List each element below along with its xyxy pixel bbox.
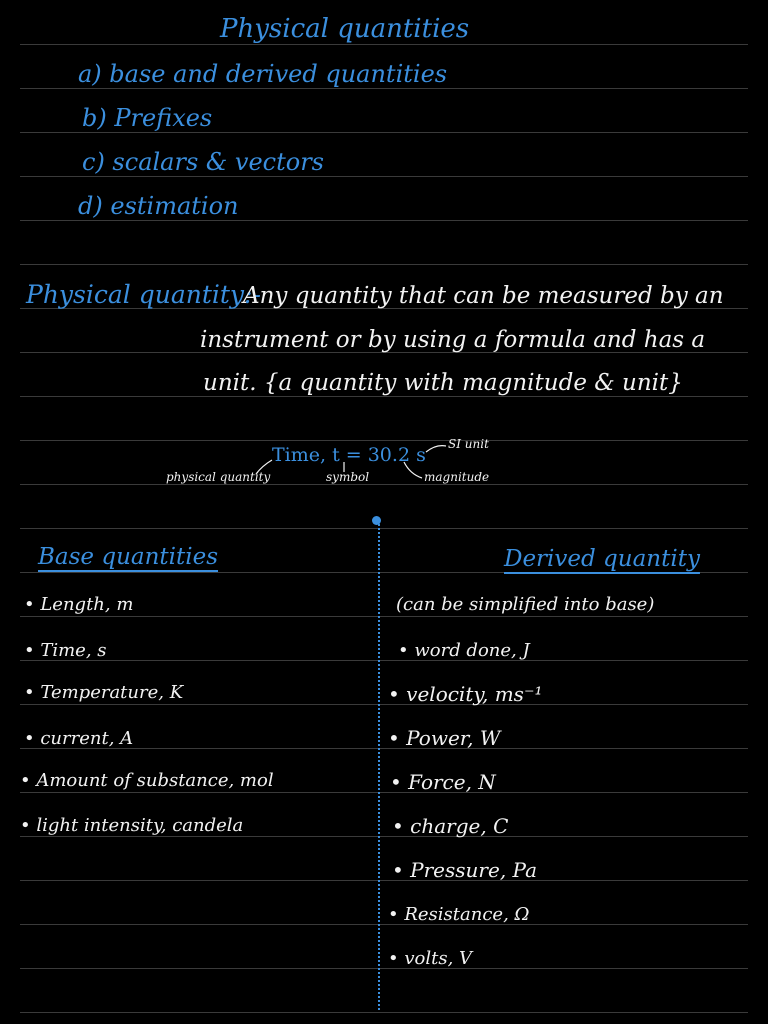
symbol-label: symbol xyxy=(326,470,370,484)
definition-line: Any quantity that can be measured by an xyxy=(243,283,724,309)
arrow-to-physical-quantity xyxy=(256,460,272,474)
column-divider xyxy=(378,520,380,1010)
example-equation: Time, t = 30.2 s xyxy=(272,444,426,466)
toc-item: b) Prefixes xyxy=(82,104,213,132)
si-unit-label: SI unit xyxy=(448,437,489,451)
list-item: • word done, J xyxy=(398,640,530,661)
list-item: • Power, W xyxy=(388,726,501,750)
list-item: • Force, N xyxy=(390,770,496,794)
derived-note: (can be simplified into base) xyxy=(396,594,655,615)
arrow-to-si-unit xyxy=(426,446,446,452)
list-item: • Pressure, Pa xyxy=(392,858,538,882)
list-item: • Amount of substance, mol xyxy=(20,770,274,791)
arrow-to-magnitude xyxy=(404,462,422,478)
list-item: • light intensity, candela xyxy=(20,815,244,836)
magnitude-label: magnitude xyxy=(424,470,490,484)
toc-item: a) base and derived quantities xyxy=(78,60,448,88)
divider-dot xyxy=(372,516,381,525)
page-title: Physical quantities xyxy=(220,14,470,44)
list-item: • Resistance, Ω xyxy=(388,904,530,925)
list-item: • velocity, ms⁻¹ xyxy=(388,682,543,706)
toc-item: d) estimation xyxy=(78,192,239,220)
definition-line: unit. {a quantity with magnitude & unit} xyxy=(203,370,683,396)
list-item: • Temperature, K xyxy=(24,682,184,703)
toc-item: c) scalars & vectors xyxy=(82,148,324,176)
physical-quantity-label: physical quantity xyxy=(166,470,271,484)
definition-line: instrument or by using a formula and has a xyxy=(200,327,706,353)
list-item: • Length, m xyxy=(24,594,134,615)
list-item: • current, A xyxy=(24,728,134,749)
list-item: • Time, s xyxy=(24,640,107,661)
definition-label: Physical quantity:- xyxy=(26,280,261,309)
derived-quantity-heading: Derived quantity xyxy=(504,546,700,572)
list-item: • charge, C xyxy=(392,814,509,838)
base-quantities-heading: Base quantities xyxy=(38,544,219,570)
list-item: • volts, V xyxy=(388,948,473,969)
